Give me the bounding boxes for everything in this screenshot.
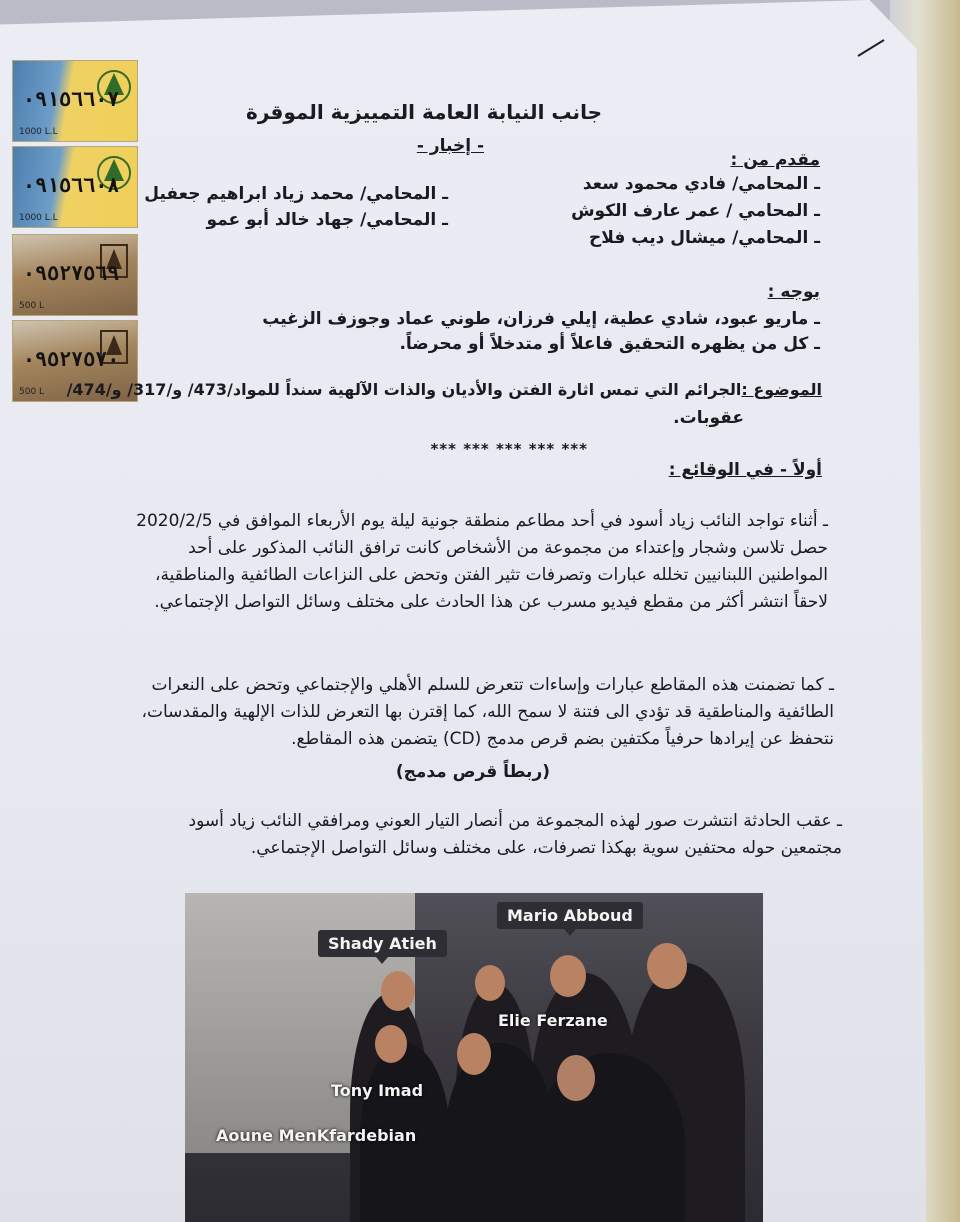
paragraph-line: الطائفية والمناطقية قد تؤدي الى فتنة لا سمح الله، كما إقترن بها التعرض للذات الإلهية والمقدسات، xyxy=(141,702,834,722)
photo-person xyxy=(375,1025,407,1063)
paragraph-line: حصل تلاسن وشجار وإعتداء من مجموعة من الأشخاص كانت ترافق النائب المذكور على أحد xyxy=(188,538,828,558)
facts-paragraph xyxy=(141,672,834,753)
photo-label: Aoune MenKfardebian xyxy=(216,1126,417,1145)
stamp-value: 500 L xyxy=(19,387,45,397)
photo-person xyxy=(647,943,687,989)
submitter-name: ـ المحامي/ جهاد خالد أبو عمو xyxy=(206,210,448,230)
facts-heading: أولاً - في الوقائع : xyxy=(668,460,822,480)
photo-person xyxy=(457,1033,491,1075)
stamp-number: ٠٩١٥٦٦٠٨ xyxy=(23,173,120,197)
paragraph-line: ـ كما تضمنت هذه المقاطع عبارات وإساءات تتعرض للسلم الأهلي والإجتماعي وتحض على النعرات xyxy=(151,675,834,695)
facts-paragraph xyxy=(189,808,842,862)
cd-note: (ربطاً قرص مدمج) xyxy=(395,762,550,782)
paragraph-line: لاحقاً انتشر أكثر من مقطع فيديو مسرب عن هذا الحادث على مختلف وسائل التواصل الإجتماعي. xyxy=(154,592,828,612)
subject-continuation: عقوبات. xyxy=(673,408,744,428)
stamp-number: ٠٩٥٢٧٥٦٩ xyxy=(23,261,120,285)
defendant-line: ـ كل من يظهره التحقيق فاعلاً أو متدخلاً أو محرضاً. xyxy=(399,334,820,354)
revenue-stamp xyxy=(12,234,138,316)
photo-label: Shady Atieh xyxy=(318,930,447,957)
photo-label: Mario Abboud xyxy=(497,902,643,929)
addressee-heading: جانب النيابة العامة التمييزية الموقرة xyxy=(246,100,602,124)
separator: *** *** *** *** *** xyxy=(430,440,588,458)
submitter-name: ـ المحامي/ محمد زياد ابراهيم جعفيل xyxy=(144,184,448,204)
stamp-value: 500 L xyxy=(19,301,45,311)
paragraph-line: نتحفظ عن إيرادها حرفياً مكتفين بضم قرص مدمج (CD) يتضمن هذه المقاطع. xyxy=(291,729,834,749)
photo-label: Elie Ferzane xyxy=(498,1011,608,1030)
group-photo xyxy=(185,893,763,1222)
photo-person xyxy=(381,971,415,1011)
submitter-name: ـ المحامي/ فادي محمود سعد xyxy=(582,174,820,194)
photo-person xyxy=(557,1055,595,1101)
facts-paragraph xyxy=(136,508,828,616)
revenue-stamp xyxy=(12,60,138,142)
stamp-number: ٠٩٥٢٧٥٧٠ xyxy=(23,347,120,371)
paragraph-line: ـ أثناء تواجد النائب زياد أسود في أحد مطاعم منطقة جونية ليلة يوم الأربعاء الموافق في 2020/2/5 xyxy=(136,511,828,531)
photo-label: Tony Imad xyxy=(331,1081,424,1100)
photo-person xyxy=(475,965,505,1001)
defendant-line: ـ ماريو عبود، شادي عطية، إيلي فرزان، طوني عماد وجوزف الزغيب xyxy=(262,309,820,329)
stamp-number: ٠٩١٥٦٦٠٧ xyxy=(23,87,120,111)
paragraph-line: ـ عقب الحادثة انتشرت صور لهذه المجموعة من أنصار التيار العوني ومرافقي النائب زياد أسود xyxy=(188,811,842,831)
paragraph-line: مجتمعين حوله محتفين سوية بهكذا تصرفات، على مختلف وسائل التواصل الإجتماعي. xyxy=(250,838,842,858)
submitters-label: مقدم من : xyxy=(730,150,820,170)
submitter-name: ـ المحامي/ ميشال ديب فلاح xyxy=(589,228,820,248)
paragraph-line: المواطنين اللبنانيين تخلله عبارات وتصرفات تثير الفتن وتحض على النزاعات الطائفية والمناطقية، xyxy=(155,565,828,585)
document-type: - إخبار - xyxy=(416,136,484,156)
subject-label: الموضوع : xyxy=(741,380,822,399)
stamp-value: 1000 L.L xyxy=(19,127,58,137)
stamp-value: 1000 L.L xyxy=(19,213,58,223)
pen-mark xyxy=(856,36,888,60)
revenue-stamp xyxy=(12,146,138,228)
subject-line xyxy=(67,380,822,399)
against-label: بوجه : xyxy=(767,282,820,302)
subject-text: الجرائم التي تمس اثارة الفتن والأديان والذات الآلهية سنداً للمواد/473/ و/317/ و/474/ xyxy=(66,380,742,399)
photo-person xyxy=(550,955,586,997)
submitter-name: ـ المحامي / عمر عارف الكوش xyxy=(571,201,820,221)
